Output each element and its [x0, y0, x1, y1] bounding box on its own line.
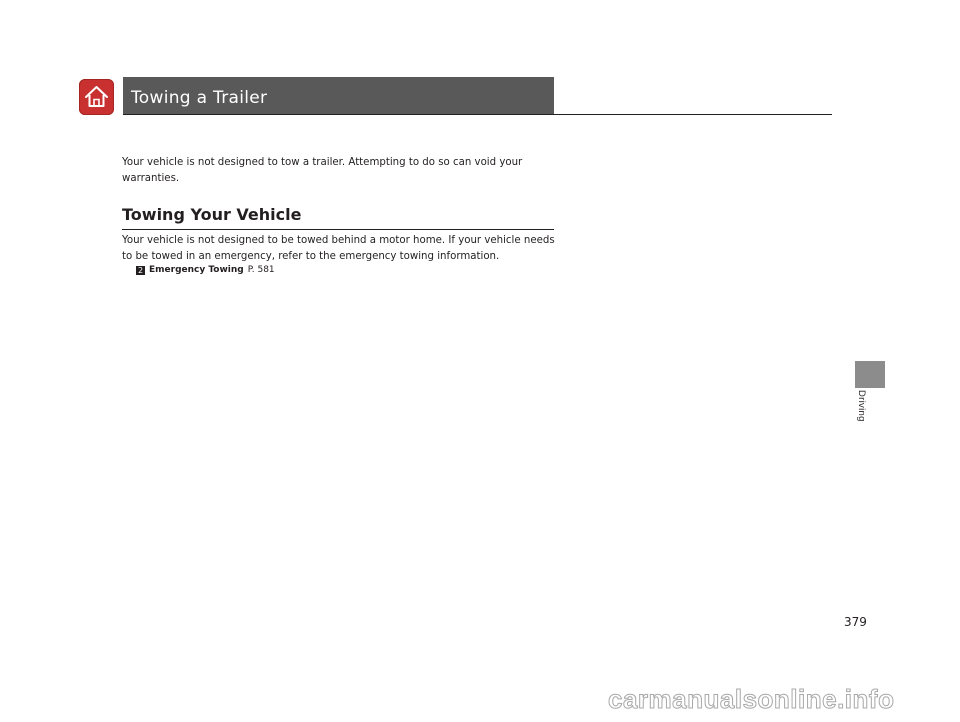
chapter-tab[interactable] — [855, 361, 885, 388]
intro-paragraph: Your vehicle is not designed to tow a trailer. Attempting to do so can void your warranties. — [122, 157, 523, 184]
home-icon — [83, 83, 110, 110]
cross-reference-icon: 2 — [137, 265, 144, 275]
title-divider — [123, 114, 832, 115]
page-title: Towing a Trailer — [131, 88, 268, 108]
link-title: Emergency Towing — [149, 265, 244, 275]
section-body: Your vehicle is not designed to be towed behind a motor home. If your vehicle needs to be towed in an emergency, refer to the emergency towing information. — [122, 235, 555, 262]
section-divider — [122, 229, 554, 230]
watermark: carmanualsonline.info — [608, 684, 895, 714]
emergency-towing-link[interactable] — [136, 265, 275, 275]
home-button[interactable] — [79, 79, 114, 115]
chapter-title-bar — [123, 77, 554, 114]
page-number: 379 — [844, 615, 867, 629]
section-heading: Towing Your Vehicle — [122, 205, 302, 224]
chapter-tab-label: Driving — [856, 390, 867, 422]
link-page: P. 581 — [247, 265, 275, 275]
